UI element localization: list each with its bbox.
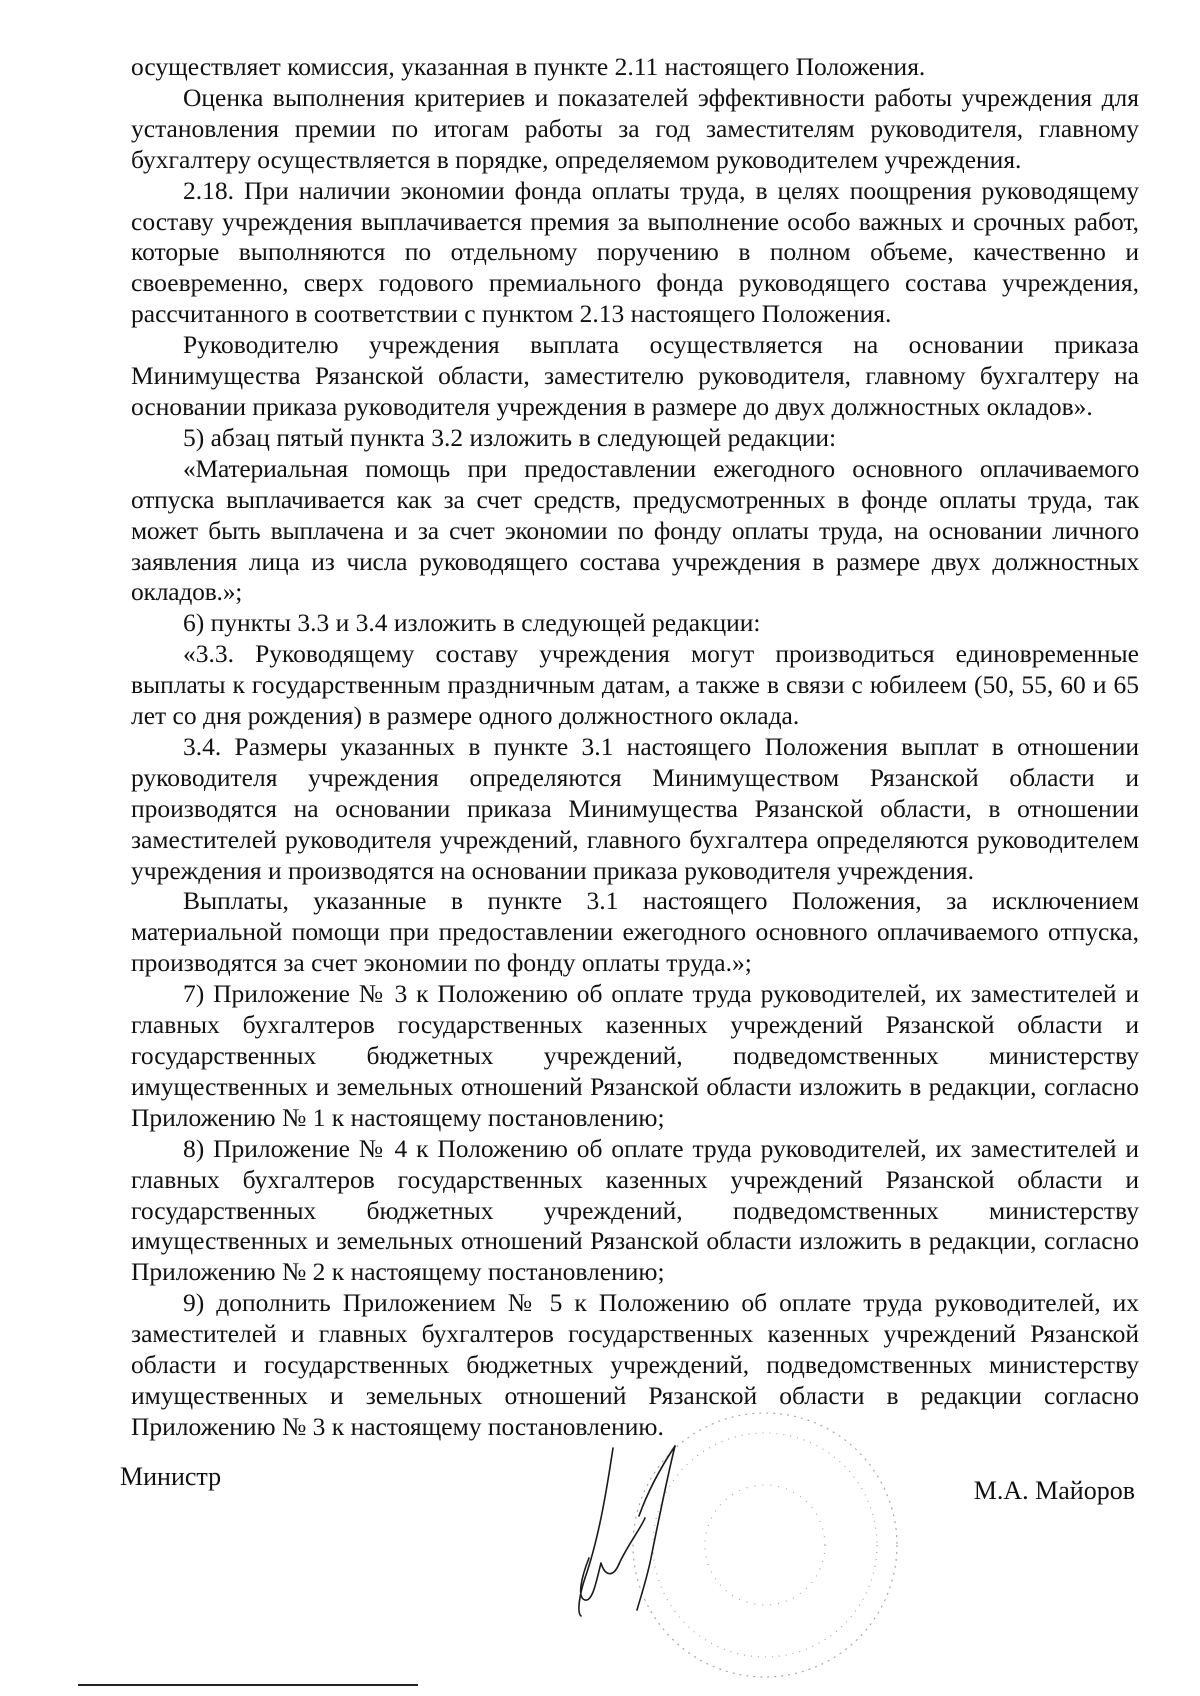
paragraph-13: 9) дополнить Приложением № 5 к Положению об оплате труда руководителей, их заместителей и главных бухгалтеров государственных казенных учреждений Рязанской области и государственных бюджетных учреждений, подведомственных министерству имущественных и земельных отношений Рязанской области в редакции согласно Приложению № 3 к настоящему постановлению. bbox=[131, 1288, 1139, 1441]
paragraph-5: 5) абзац пятый пункта 3.2 изложить в следующей редакции: bbox=[183, 422, 837, 452]
paragraph-6: «Материальная помощь при предоставлении ежегодного основного оплачиваемого отпуска выплачивается как за счет средств, предусмотренных в фонде оплаты труда, так может быть выплачена и за счет экономии по фонду оплаты труда, на основании личного заявления лица из числа руководящего состава учреждения в размере двух должностных окладов.»; bbox=[131, 453, 1139, 607]
paragraph-11: 7) Приложение № 3 к Положению об оплате труда руководителей, их заместителей и главных бухгалтеров государственных казенных учреждений Рязанской области и государственных бюджетных учреждений, подведомственных министерству имущественных и земельных отношений Рязанской области изложить в редакции, согласно Приложению № 1 к настоящему постановлению; bbox=[131, 979, 1139, 1132]
paragraph-10: Выплаты, указанные в пункте 3.1 настоящего Положения, за исключением материальной помощи при предоставлении ежегодного основного оплачиваемого отпуска, производятся за счет экономии по фонду оплаты труда.»; bbox=[131, 886, 1139, 978]
handwritten-signature-icon bbox=[575, 1428, 735, 1618]
paragraph-2: Оценка выполнения критериев и показателей эффективности работы учреждения для установления премии по итогам работы за год заместителям руководителя, главному бухгалтеру осуществляется в порядке, определяемом руководителем учреждения. bbox=[131, 82, 1139, 174]
paragraph-12: 8) Приложение № 4 к Положению об оплате труда руководителей, их заместителей и главных бухгалтеров государственных казенных учреждений Рязанской области и государственных бюджетных учреждений, подведомственных министерству имущественных и земельных отношений Рязанской области изложить в редакции, согласно Приложению № 2 к настоящему постановлению; bbox=[131, 1133, 1139, 1287]
paragraph-4: Руководителю учреждения выплата осуществляется на основании приказа Минимущества Рязанской области, заместителю руководителя, главному бухгалтеру на основании приказа руководителя учреждения в размере до двух должностных окладов». bbox=[131, 330, 1139, 421]
footnote-divider bbox=[78, 1684, 418, 1686]
paragraph-8: «3.3. Руководящему составу учреждения могут производиться единовременные выплаты к государственным праздничным датам, а также в связи с юбилеем (50, 55, 60 и 65 лет со дня рождения) в размере одного должностного оклада. bbox=[131, 639, 1139, 731]
paragraph-3: 2.18. При наличии экономии фонда оплаты труда, в целях поощрения руководящему составу учреждения выплачивается премия за выполнение особо важных и срочных работ, которые выполняются по отдельному поручению в полном объеме, качественно и своевременно, сверх годового премиального фонда руководящего состава учреждения, рассчитанного в соответствии с пунктом 2.13 настоящего Положения. bbox=[131, 175, 1139, 329]
paragraph-1: осуществляет комиссия, указанная в пункте 2.11 настоящего Положения. bbox=[131, 52, 926, 81]
signature-block bbox=[120, 1462, 1140, 1505]
paragraph-7: 6) пункты 3.3 и 3.4 изложить в следующей редакции: bbox=[183, 608, 761, 638]
paragraph-9: 3.4. Размеры указанных в пункте 3.1 настоящего Положения выплат в отношении руководителя учреждения определяются Минимуществом Рязанской области и производятся на основании приказа Минимущества Рязанской области, в отношении заместителей руководителя учреждений, главного бухгалтера определяются руководителем учреждения и производятся на основании приказа руководителя учреждения. bbox=[131, 731, 1139, 885]
document-body bbox=[131, 52, 1139, 1443]
signer-name: М.А. Майоров bbox=[973, 1476, 1135, 1505]
signer-title: Министр bbox=[120, 1462, 222, 1491]
